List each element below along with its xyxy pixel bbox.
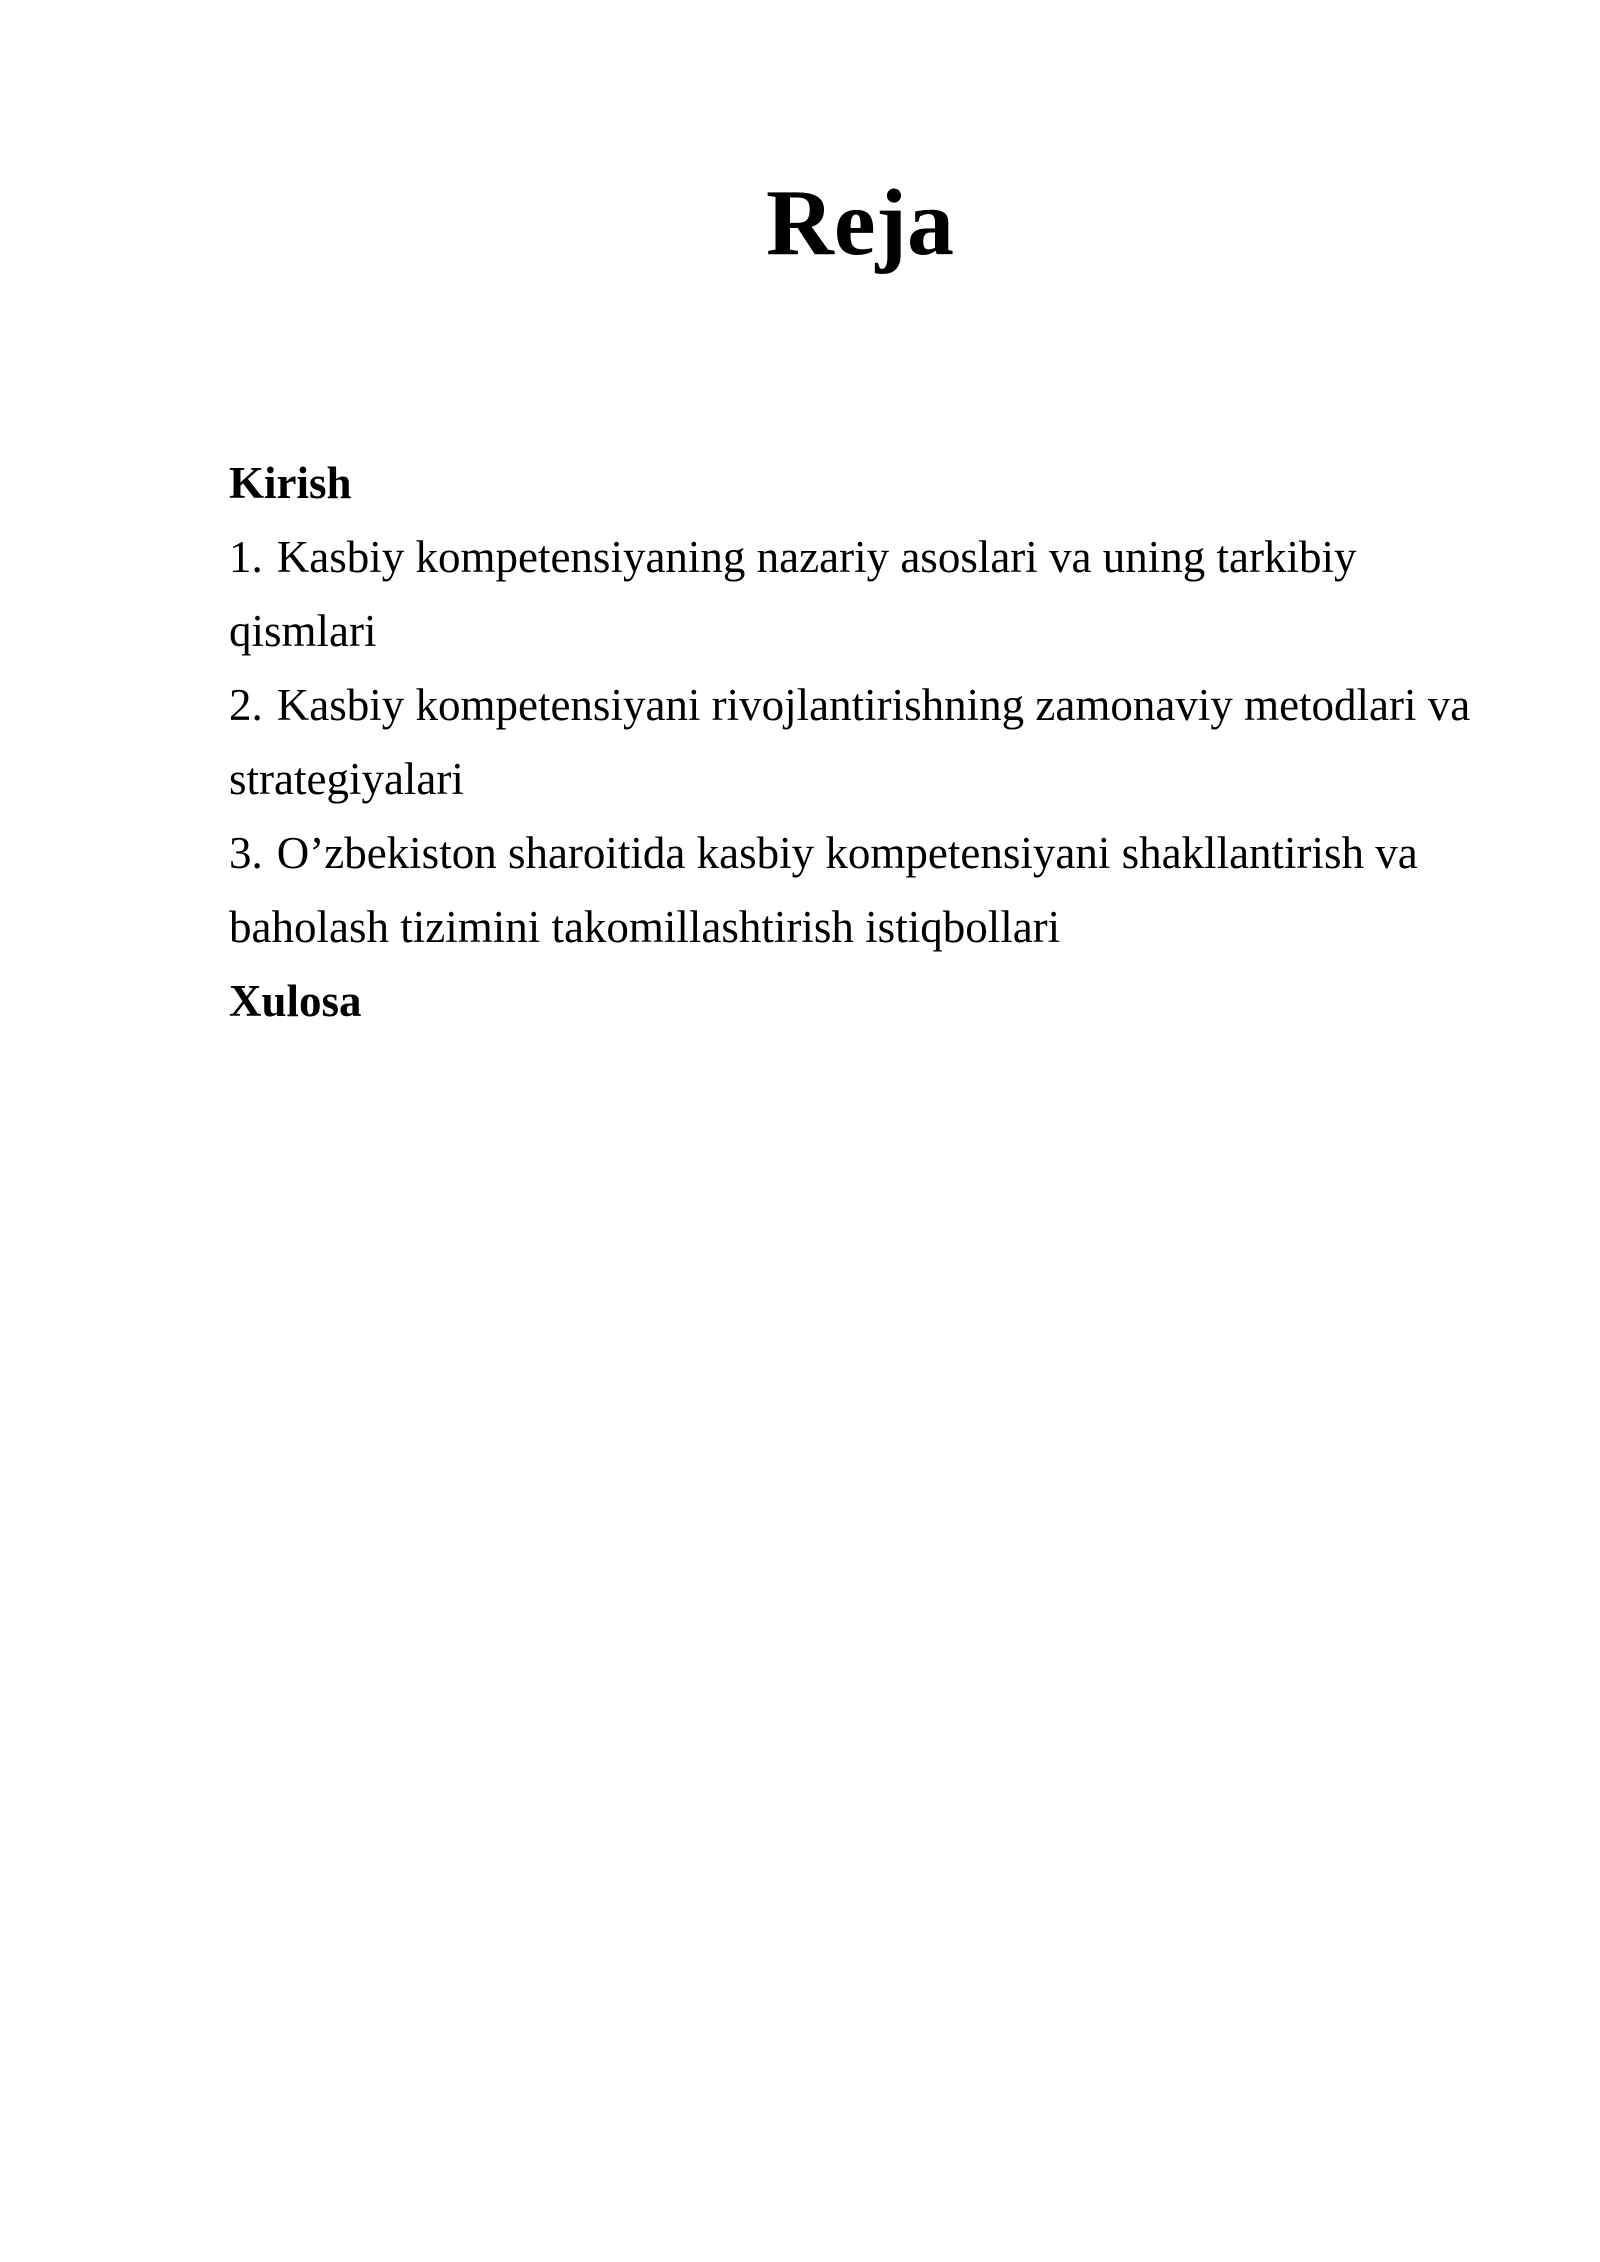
list-item	[229, 668, 1489, 816]
item-number: 1.	[229, 532, 263, 582]
item-text: Kasbiy kompetensiyani rivojlantirishning zamonaviy metodlari va strategiyalari	[229, 680, 1471, 804]
item-number: 3.	[229, 828, 263, 878]
item-text: Kasbiy kompetensiyaning nazariy asoslari va uning tarkibiy qismlari	[229, 532, 1357, 656]
plan-outline	[229, 446, 1489, 1038]
list-item	[229, 520, 1489, 668]
intro-heading: Kirish	[229, 458, 352, 508]
page-title: Reja	[766, 171, 954, 275]
list-item	[229, 816, 1489, 964]
item-text: O’zbekiston sharoitida kasbiy kompetensiyani shakllantirish va baholash tizimini takomillashtirish istiqbollari	[229, 828, 1418, 952]
conclusion-heading: Xulosa	[229, 976, 362, 1026]
item-number: 2.	[229, 680, 263, 730]
